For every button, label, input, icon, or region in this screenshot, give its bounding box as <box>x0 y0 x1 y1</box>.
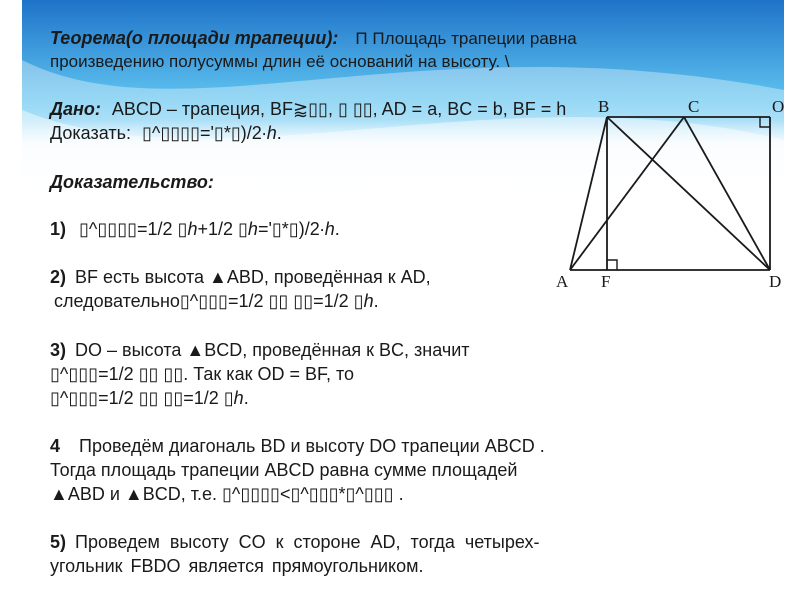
proof-step-5-line-2: угольник FBDO является прямоугольником. <box>50 556 424 576</box>
step-3-line-3-end: . <box>243 388 249 408</box>
proof-step-3-line-2: ▯^▯▯▯=1/2 ▯▯ ▯▯. Так как OD = BF, то <box>50 364 355 384</box>
step-3-line-1-text: DO – высота ▲BCD, проведённая к BC, значит <box>75 340 470 360</box>
step-1-text-d: . <box>334 219 340 239</box>
prove-text: ▯^▯▯▯▯='▯*▯)/2∙ <box>142 123 267 143</box>
step-4-line-1-text: Проведём диагональ BD и высоту DO трапеции ABCD . <box>79 436 545 456</box>
given-label: Дано: <box>50 99 101 119</box>
label-b: B <box>598 97 610 116</box>
label-o: O <box>772 97 785 116</box>
side-cd <box>684 117 770 270</box>
step-1-h3: h <box>324 219 335 239</box>
step-1-text-c: ='▯*▯)/2∙ <box>257 219 325 239</box>
step-1-h1: h <box>187 219 198 239</box>
theorem-text-2: произведению полусуммы длин её оснований на высоту. \ <box>50 52 510 71</box>
step-1-h2: h <box>247 219 258 239</box>
step-2-line-1-text: BF есть высота ▲ABD, проведённая к AD, <box>75 267 431 287</box>
given-text: ABCD – трапеция, BF⪆▯▯, ▯ ▯▯, AD = a, BC = b, BF = h <box>111 99 567 119</box>
label-d: D <box>769 272 782 291</box>
theorem-text-1: П Площадь трапеции равна <box>355 29 577 48</box>
step-5-number: 5) <box>50 532 67 552</box>
step-2-number: 2) <box>50 267 67 287</box>
step-1-number: 1) <box>50 219 67 239</box>
step-1-text-b: +1/2 ▯ <box>197 219 248 239</box>
step-2-line-2-text: следовательно▯^▯▯▯=1/2 ▯▯ ▯▯=1/2 ▯ <box>54 291 364 311</box>
label-a: A <box>556 272 569 291</box>
proof-step-4-line-2: Тогда площадь трапеции ABCD равна сумме площадей <box>50 460 518 480</box>
right-angle-o <box>760 117 770 127</box>
prove-h: h <box>266 123 277 143</box>
step-2-line-2-end: . <box>373 291 379 311</box>
prove-label: Доказать: <box>50 123 131 143</box>
step-3-h: h <box>233 388 244 408</box>
label-f: F <box>601 272 611 291</box>
diagonal-ac <box>570 117 684 270</box>
proof-heading: Доказательство: <box>50 172 214 192</box>
step-2-h: h <box>363 291 374 311</box>
label-c: C <box>688 97 700 116</box>
step-3-number: 3) <box>50 340 67 360</box>
proof-step-4-line-3: ▲ABD и ▲BCD, т.е. ▯^▯▯▯▯<▯^▯▯▯*▯^▯▯▯ . <box>50 484 404 504</box>
right-angle-f <box>607 260 617 270</box>
theorem-title: Теорема(о площади трапеции): <box>50 28 339 48</box>
step-3-line-3-text: ▯^▯▯▯=1/2 ▯▯ ▯▯=1/2 ▯ <box>50 388 234 408</box>
step-1-text-a: ▯^▯▯▯▯=1/2 ▯ <box>79 219 188 239</box>
diagonal-bd <box>607 117 770 270</box>
step-5-line-1-text: Проведем высоту CO к стороне AD, тогда четырех- <box>75 532 540 552</box>
step-4-number: 4 <box>50 436 61 456</box>
prove-end: . <box>276 123 282 143</box>
side-ab <box>570 117 607 270</box>
